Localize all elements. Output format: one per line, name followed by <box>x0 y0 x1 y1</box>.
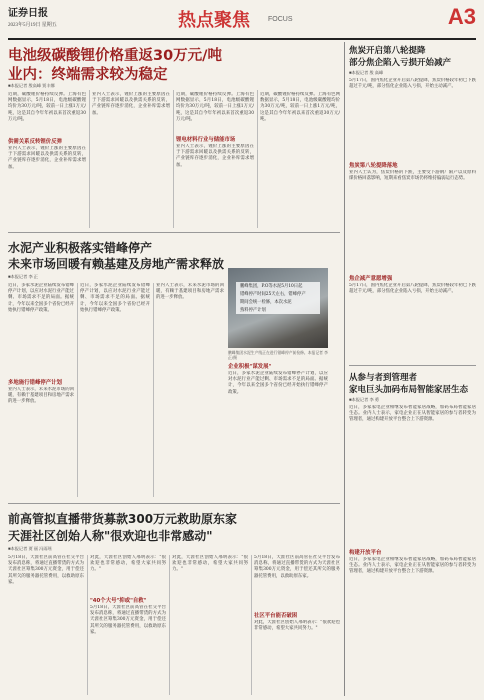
industrial-headline-line1: 水泥产业积极落实错峰停产 <box>8 241 153 255</box>
photo-caption: 鹏峰集团水泥生产线正在进行错峰停产前检修。本报记者 李正/摄 <box>228 350 328 360</box>
appliance-byline: ■本报记者 李 勇 <box>349 397 379 402</box>
paper-name: 证券日报 <box>8 8 48 19</box>
appliance-headline-line2: 家电巨头加码布局智能家居生态 <box>349 385 469 395</box>
industrial-column-2: 近日，多家水泥企业陆续发布错峰停产计划，以应对水泥行业产能过剩、市场需求不足的局面。据统计，今年以来全国多个省份已经开始执行错峰停产政策。 <box>80 283 150 313</box>
photo-line-4: 熟料停产计划 <box>240 308 266 313</box>
industrial-paragraph-1: 近日，多家水泥企业陆续发布错峰停产计划，以应对水泥行业产能过剩、市场需求不足的局面。据统计，今年以来全国多个省份已经开始执行错峰停产政策。 <box>8 283 74 313</box>
shopping-paragraph-1: 5月18日，天涯社区前高管在社交平台发布消息称，将通过直播带货的方式为天涯社区筹集300万元资金，用于偿还其所欠的服务器托管费用，以救助原东家。 <box>8 555 84 585</box>
lead-paragraph-1: 近期，碳酸锂价格持续反弹。上海有色网数据显示，5月18日，电池级碳酸锂均价为30万元/吨，较前一日上涨1万元/吨，这是其自今年年初以来首次重返30万元/吨。 <box>8 92 86 122</box>
industrial-paragraph-2: 业内人士表示，未来水泥市场的回暖，有赖于基建项目和房地产需求的进一步释放。 <box>8 387 74 405</box>
coke-paragraph-1: 5月17日，国内焦化企业开启第八轮提降，焦炭价格较年初已下跌超过千元/吨，部分焦化企业陷入亏损，开始主动减产。 <box>349 78 476 90</box>
lead-column-3b: 业内人士表示，锂价上涨的主要原因在于下游需求回暖以及供需关系的反转，产业链库存逐步消化，企业补库需求增加。 <box>176 144 254 168</box>
shopping-byline: ■本报记者 贾 丽 冯雨瑶 <box>8 546 52 551</box>
shopping-column-4: 5月18日，天涯社区前高管在社交平台发布消息称，将通过直播带货的方式为天涯社区筹集300万元资金，用于偿还其所欠的服务器托管费用，以救助原东家。 <box>254 555 340 579</box>
page-number: A3 <box>447 4 476 29</box>
section-title: 热点聚焦 <box>178 10 250 31</box>
industrial-byline: ■本报记者 李 正 <box>8 274 38 279</box>
shopping-subhead: "40个大号"抑或"自救" <box>90 598 147 604</box>
appliance-subhead: 构建开放平台 <box>349 550 382 556</box>
issue-date: 2023年5月19日 星期五 <box>8 23 57 28</box>
shopping-subhead-2: 社区平台能否破困 <box>254 613 298 619</box>
appliance-headline-line1: 从参与者到管理者 <box>349 373 418 383</box>
cement-plant-photo <box>228 268 328 348</box>
lead-column-4: 近期，碳酸锂价格持续反弹。上海有色网数据显示，5月18日，电池级碳酸锂均价为30万元/吨，较前一日上涨1万元/吨，这是其自今年年初以来首次重返30万元/吨。 <box>260 92 340 122</box>
lead-column-3: 近期，碳酸锂价格持续反弹。上海有色网数据显示，5月18日，电池级碳酸锂均价为30万元/吨，较前一日上涨1万元/吨，这是其自今年年初以来首次重返30万元/吨。 <box>176 92 254 122</box>
coke-subhead-1: 焦炭第八轮提降落地 <box>349 163 398 169</box>
shopping-column-2b: 5月18日，天涯社区前高管在社交平台发布消息称，将通过直播带货的方式为天涯社区筹集300万元资金，用于偿还其所欠的服务器托管费用，以救助原东家。 <box>90 605 166 635</box>
appliance-paragraph-2: 近日，多家家电企业相继发布智能家居战略，加码布局智能家居生态。业内人士表示，家电企业正在从智能家居的参与者转变为管理者，通过构建开放平台整合上下游资源。 <box>349 557 476 575</box>
appliance-paragraph-1: 近日，多家家电企业相继发布智能家居战略，加码布局智能家居生态。业内人士表示，家电企业正在从智能家居的参与者转变为管理者，通过构建开放平台整合上下游资源。 <box>349 405 476 423</box>
industrial-column-3: 业内人士表示，未来水泥市场的回暖，有赖于基建项目和房地产需求的进一步释放。 <box>156 283 224 301</box>
photo-overlay-text <box>236 282 320 314</box>
lead-headline-line1: 电池级碳酸锂价格重返30万元/吨 <box>8 48 222 64</box>
lead-column-2: 业内人士表示，锂价上涨的主要原因在于下游需求回暖以及供需关系的反转，产业链库存逐步消化，企业补库需求增加。 <box>92 92 170 116</box>
shopping-column-4b: 对此，天涯社区创始人邢明表示："很欢迎也非常感动，希望大家共同努力。" <box>254 620 340 632</box>
shopping-paragraph-2: 对此，天涯社区创始人邢明表示："很欢迎也非常感动，希望大家共同努力。" <box>90 555 166 573</box>
coke-headline-line1: 焦炭开启第八轮提降 <box>349 46 426 56</box>
photo-line-2: 错峰停产时间25天左右，错峰停产 <box>240 292 306 297</box>
industrial-headline-line2: 未来市场回暖有赖基建及房地产需求释放 <box>8 257 225 271</box>
coke-subhead-2: 焦企减产意愿增强 <box>349 276 393 282</box>
paper-logo <box>8 4 57 28</box>
lead-headline-line2: 业内：终端需求较为稳定 <box>8 67 168 83</box>
shopping-column-3: 对此，天涯社区创始人邢明表示："很欢迎也非常感动，希望大家共同努力。" <box>172 555 248 573</box>
coke-headline-line2: 部分焦企陷入亏损开始减产 <box>349 58 452 68</box>
lead-byline: ■本报记者 殷高峰 贾丰娜 <box>8 83 55 88</box>
coke-byline: ■本报记者 殷 高峰 <box>349 70 384 75</box>
lead-subhead: 供需关系反转锂价反弹 <box>8 139 62 145</box>
industrial-subhead: 多地施行错峰停产计划 <box>8 380 62 386</box>
shopping-headline-line1: 前高管拟直播带货募款300万元救助原东家 <box>8 512 238 526</box>
coke-paragraph-2: 业内人士认为，焦炭价格的下跌，主要受下游钢厂限产以及原料煤价格回落影响，短期来看焦炭市场仍将维持偏弱运行态势。 <box>349 170 476 182</box>
shopping-headline-line2: 天涯社区创始人称"很欢迎也非常感动" <box>8 529 213 543</box>
masthead <box>8 4 476 40</box>
photo-line-1: 鹏峰集团，P.O等水泥5月10日起 <box>240 284 303 289</box>
lead-paragraph-2: 业内人士表示，锂价上涨的主要原因在于下游需求回暖以及供需关系的反转，产业链库存逐步消化，企业补库需求增加。 <box>8 146 86 170</box>
industrial-column-4: 近日，多家水泥企业陆续发布错峰停产计划，以应对水泥行业产能过剩、市场需求不足的局面。据统计，今年以来全国多个省份已经开始执行错峰停产政策。 <box>228 371 328 395</box>
section-focus: FOCUS <box>268 16 293 23</box>
coke-paragraph-3: 5月17日，国内焦化企业开启第八轮提降，焦炭价格较年初已下跌超过千元/吨，部分焦化企业陷入亏损，开始主动减产。 <box>349 283 476 295</box>
photo-line-3: 期间会统一检修，本次水泥 <box>240 300 292 305</box>
industrial-subhead-2: 企业积极"谋发展" <box>228 364 272 370</box>
lead-subhead-2: 锂电材料行业与储能市场 <box>176 137 236 143</box>
